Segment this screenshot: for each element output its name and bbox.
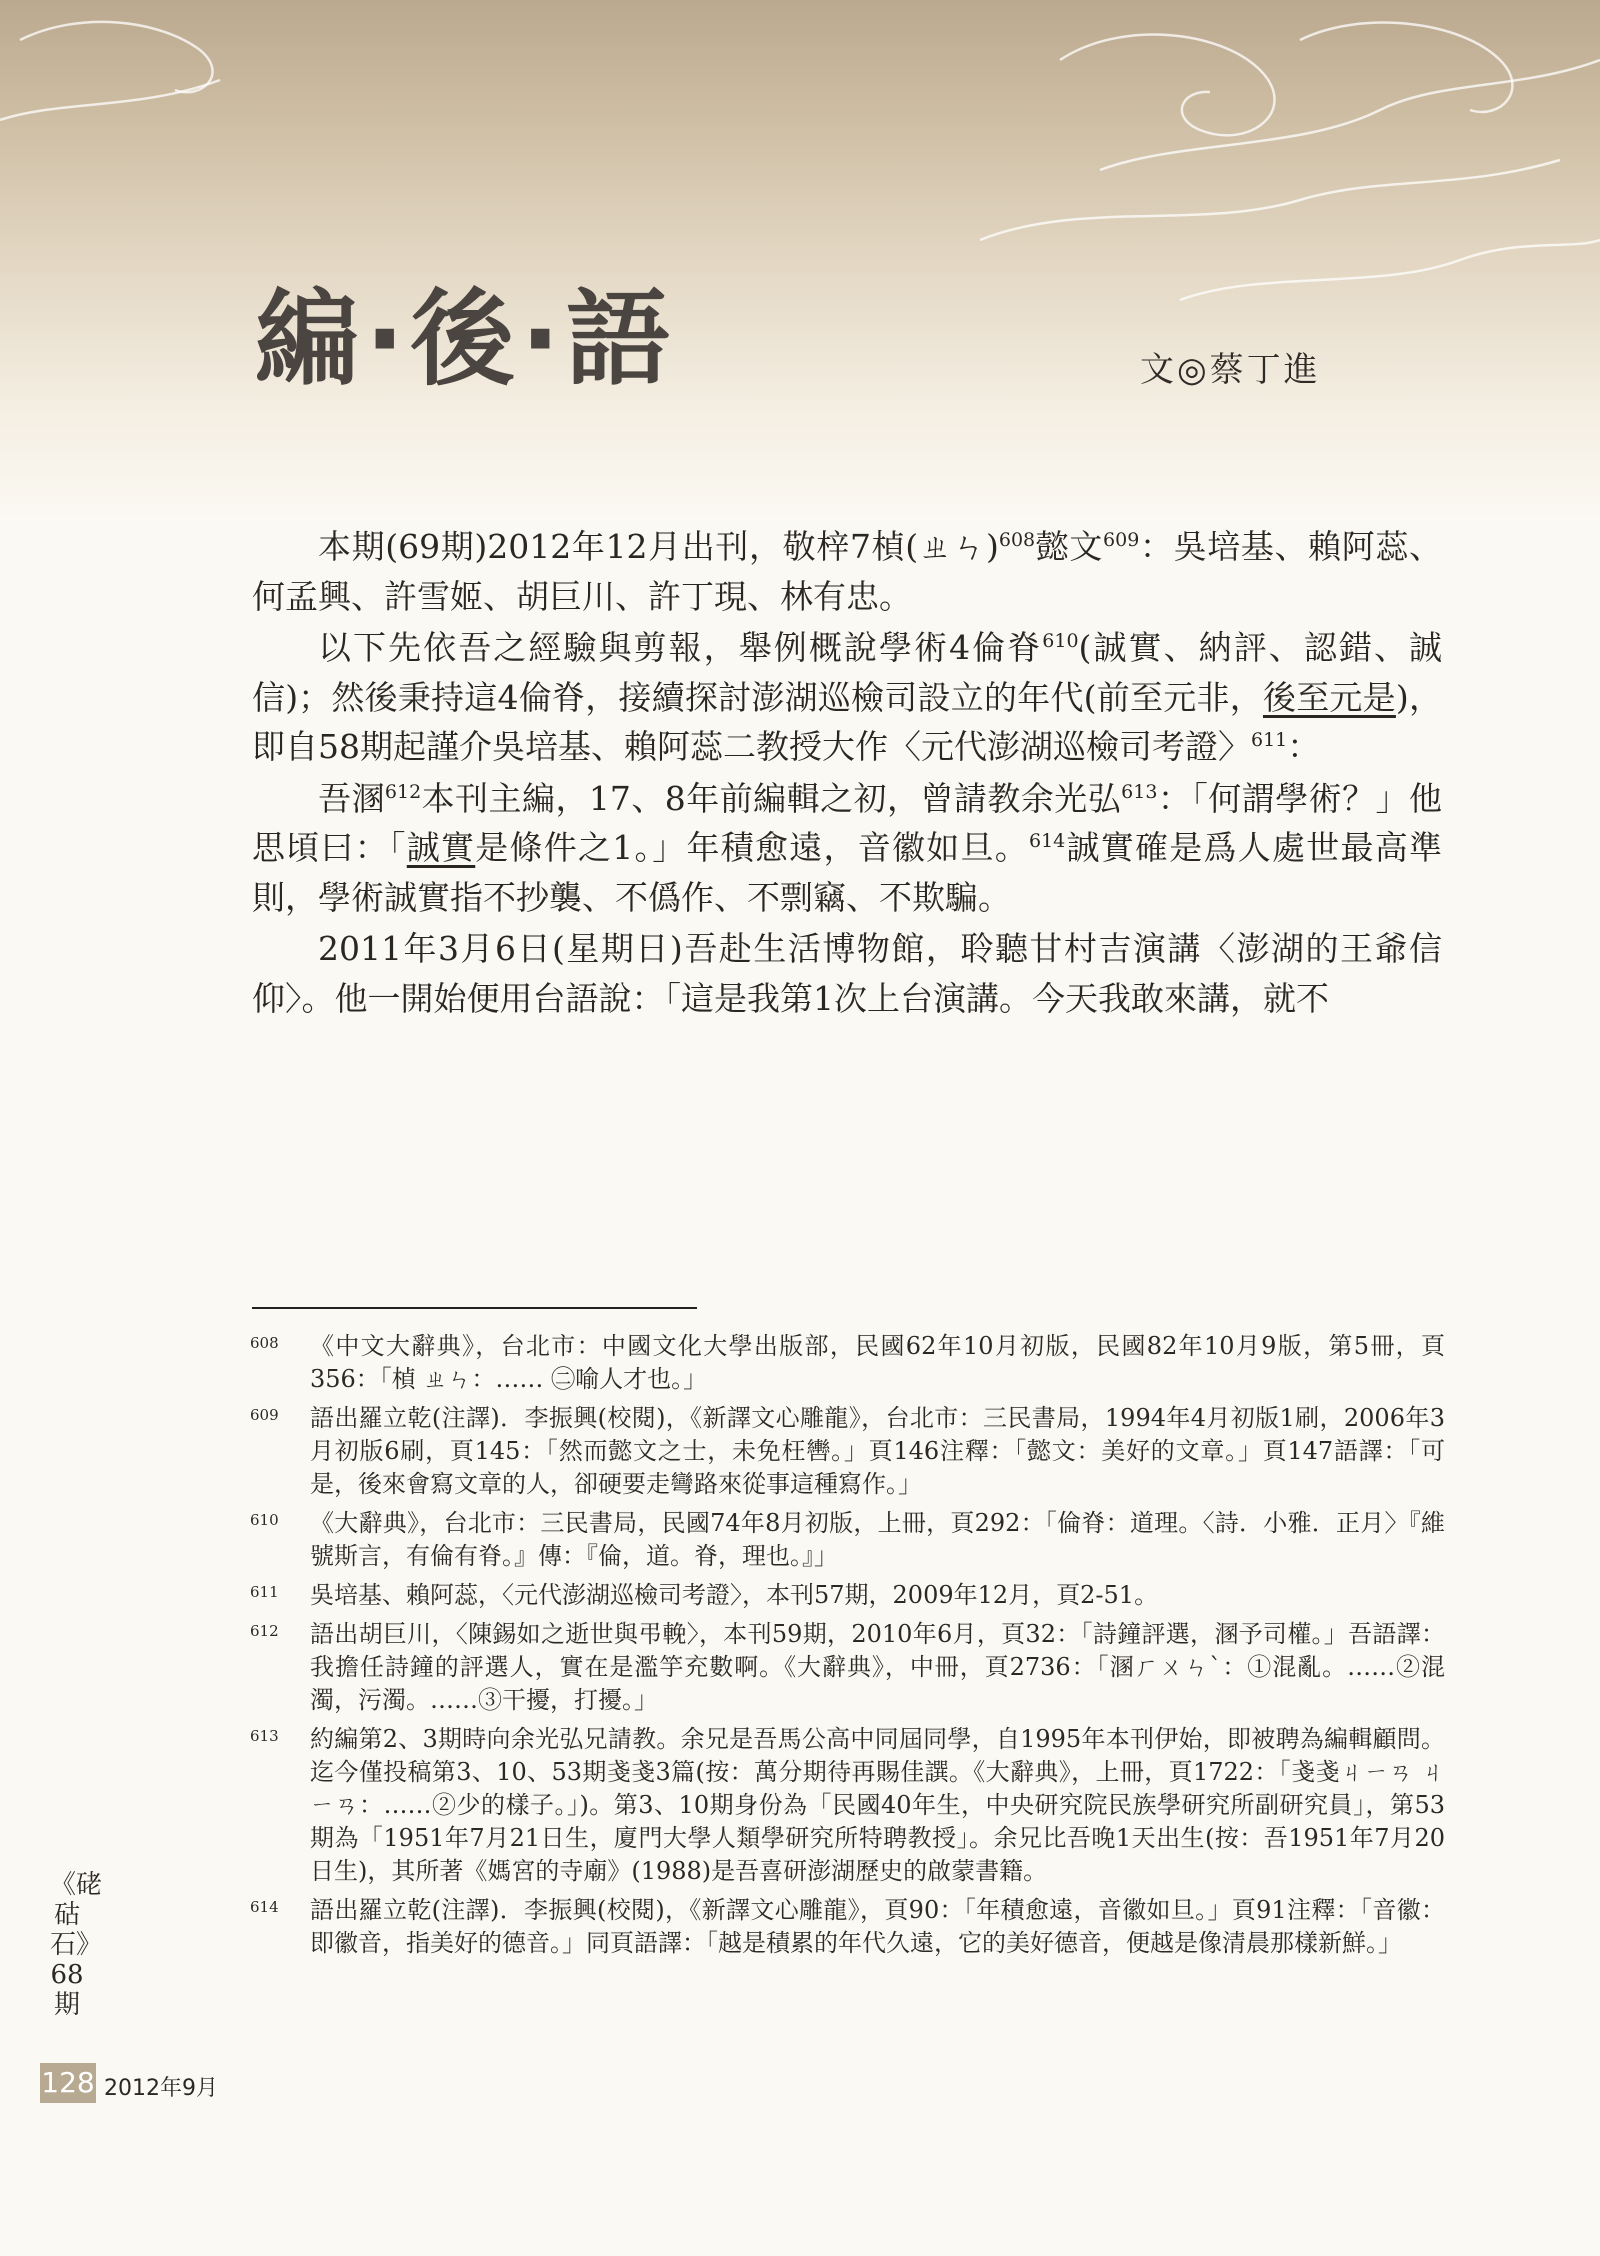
- footnote-divider: [252, 1307, 697, 1309]
- cloud-pattern: [0, 0, 1600, 520]
- footnote-ref-613: 613: [1121, 780, 1158, 803]
- issue-date: 2012年9月: [104, 2076, 218, 2101]
- paragraph-1: 本期(69期)2012年12月出刊，敬梓7楨(ㄓㄣ)$^{608}$懿文$^{609}$：吳培基、賴阿蕊、何孟興、許雪姬、胡巨川、許丁現、林有忠。: [252, 527, 1442, 616]
- paragraph-2: 以下先依吾之經驗與剪報，舉例概說學術4倫脊$^{610}$(誠實、納評、認錯、誠信)；然後秉持這4倫脊，接續探討澎湖巡檢司設立的年代(前至元非，後至元是)，即自58期起謹介吳培基、賴阿蕊二教授大作〈元代澎湖巡檢司考證〉$^{611}$：: [252, 628, 1443, 766]
- author-byline: 文◎蔡丁進: [1140, 350, 1321, 390]
- footnote-ref-614: 614: [1029, 830, 1066, 852]
- footnote-611: 611 吳培基、賴阿蕊，〈元代澎湖巡檢司考證〉，本刊57期，2009年12月，頁2-51。: [250, 1581, 1159, 1609]
- footnote-ref-611: 611: [1251, 729, 1288, 751]
- underlined-phrase: 誠實: [406, 828, 476, 867]
- footnote-612: 612 語出胡巨川，〈陳錫如之逝世與弔輓〉，本刊59期，2010年6月，頁32：「詩鐘評選，溷予司權。」吾語譯：我擔任詩鐘的評選人，實在是濫竽充數啊。《大辭典》，中冊，頁2736：「溷ㄏㄨㄣˋ：①混亂。……②混濁，污濁。……③干擾，打擾。」: [250, 1620, 1445, 1714]
- footnote-609: 609 語出羅立乾(注譯)．李振興(校閱)，《新譯文心雕龍》，台北市：三民書局，1994年4月初版1刷，2006年3月初版6刷，頁145：「然而懿文之士，未免枉轡。」頁146注釋：「懿文：美好的文章。」頁147語譯：「可是，後來會寫文章的人，卻硬要走彎路來從事這種寫作。」: [250, 1404, 1445, 1498]
- footnote-ref-608: 608: [998, 529, 1036, 551]
- footnotes: [250, 1330, 1445, 1966]
- footnote-610: 610 《大辭典》，台北市：三民書局，民國74年8月初版，上冊，頁292：「倫脊：道理。〈詩．小雅．正月〉『維號斯言，有倫有脊。』傳：『倫，道。脊，理也。』」: [250, 1509, 1445, 1570]
- journal-issue-caption: 《硓𥑮石》68期: [50, 1870, 103, 2020]
- paragraph-3: 吾溷$^{612}$本刊主編，17、8年前編輯之初，曾請教余光弘$^{613}$：「何謂學術？」他思頃曰：「誠實是條件之1。」年積愈遠，音徽如旦。$^{614}$誠實確是爲人處世最高準則，學術誠實指不抄襲、不僞作、不剽竊、不欺騙。: [252, 778, 1443, 917]
- footnote-614: 614 語出羅立乾(注譯)．李振興(校閱)，《新譯文心雕龍》，頁90：「年積愈遠，音徽如旦。」頁91注釋：「音徽：即徽音，指美好的德音。」同頁語譯：「越是積累的年代久遠，它的美好德音，便越是像清晨那樣新鮮。」: [250, 1896, 1445, 1957]
- footnote-613: 613 約編第2、3期時向余光弘兄請教。余兄是吾馬公高中同屆同學，自1995年本刊伊始，即被聘為編輯顧問。迄今僅投稿第3、10、53期戔戔3篇(按：萬分期待再賜佳譔。《大辭典》，上冊，頁1722：「戔戔ㄐㄧㄢ ㄐㄧㄢ：……②少的樣子。」)。第3、10期身份為「民國40年生，中央研究院民族學研究所副研究員」，第53期為「1951年7月21日生，廈門大學人類學研究所特聘教授」。余兄比吾晚1天出生(按：吾1951年7月20日生)，其所著《媽宮的寺廟》(1988)是吾喜研澎湖歷史的啟蒙書籍。: [250, 1725, 1445, 1885]
- paragraph-4: 2011年3月6日(星期日)吾赴生活博物館，聆聽甘村吉演講〈澎湖的王爺信仰〉。他一開始便用台語說：「這是我第1次上台演講。今天我敢來講，就不: [252, 929, 1442, 1018]
- footnote-ref-609: 609: [1103, 529, 1140, 551]
- article-body: [252, 522, 1442, 1025]
- page-number: 128: [40, 2063, 96, 2103]
- underlined-phrase: 後至元是: [1262, 677, 1396, 717]
- footnote-ref-610: 610: [1042, 630, 1079, 652]
- page-title: 編·後·語: [255, 278, 677, 400]
- footnote-ref-612: 612: [384, 780, 422, 803]
- footnote-608: 608 《中文大辭典》，台北市：中國文化大學出版部，民國62年10月初版，民國82年10月9版，第5冊，頁356：「楨 ㄓㄣ：…… ㊁喻人才也。」: [250, 1332, 1445, 1393]
